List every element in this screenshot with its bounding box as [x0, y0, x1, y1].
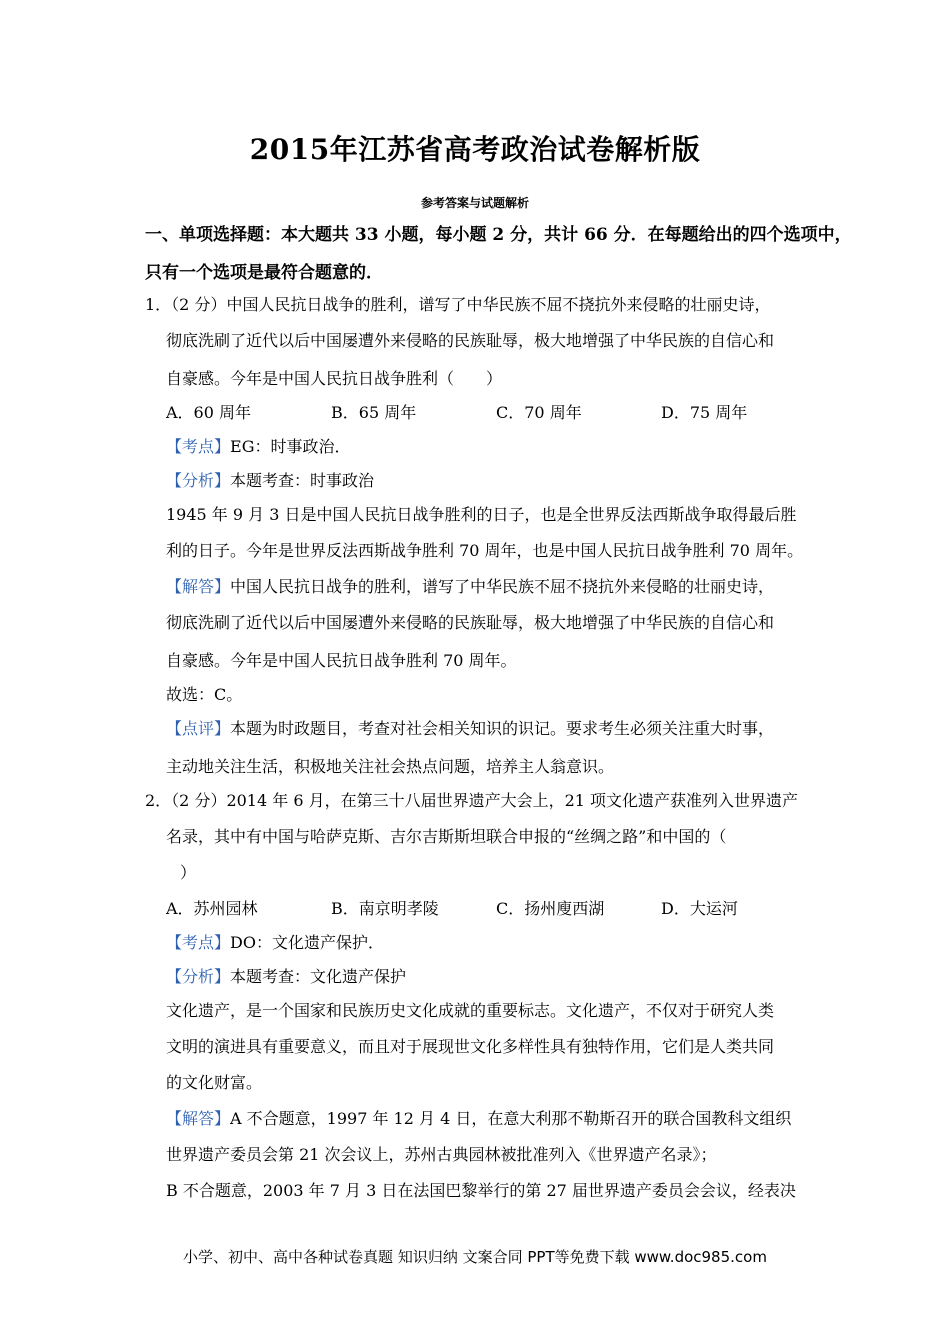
q1-dianping: [166, 718, 826, 740]
dianping-tag: 【点评】: [166, 719, 231, 738]
q1-kaodian: [166, 436, 826, 458]
q1-stem: 1．（2 分）中国人民抗日战争的胜利，谱写了中华民族不屈不挠抗外来侵略的壮丽史诗，: [145, 295, 771, 314]
q1-option-d: D．75 周年: [661, 403, 748, 422]
q2-option-c: C．扬州廋西湖: [496, 899, 605, 918]
q2-stem-cont: 名录，其中有中国与哈萨克斯、吉尔吉斯斯坦联合申报的“丝绸之路”和中国的（: [166, 827, 727, 846]
q2-option-a: A．苏州园林: [166, 899, 258, 918]
q1-answer: 故选：C。: [166, 685, 243, 704]
document-title: 2015年江苏省高考政治试卷解析版: [249, 133, 701, 166]
q2-options: [166, 898, 826, 920]
q2-option-b: B．南京明孝陵: [331, 899, 439, 918]
document-subtitle: 参考答案与试题解析: [420, 196, 529, 210]
q1-jieda: [166, 576, 826, 598]
q1-option-c: C．70 周年: [496, 403, 582, 422]
q1-option-a: A．60 周年: [166, 403, 252, 422]
q1-option-b: B．65 周年: [331, 403, 417, 422]
q1-dianping-cont: 主动地关注生活，积极地关注社会热点问题，培养主人翁意识。: [166, 757, 615, 776]
q2-jieda: [166, 1108, 826, 1130]
q1-jieda-cont: 自豪感。今年是中国人民抗日战争胜利 70 周年。: [166, 651, 517, 670]
jieda-tag: 【解答】: [166, 1109, 231, 1128]
q1-stem-cont: 自豪感。今年是中国人民抗日战争胜利（ ）: [166, 369, 503, 388]
q1-options: [166, 402, 826, 424]
q2-fenxi-text: 本题考查：文化遗产保护: [230, 967, 407, 986]
kaodian-tag: 【考点】: [166, 933, 231, 952]
q2-jieda-text: A 不合题意，1997 年 12 月 4 日，在意大利那不勒斯召开的联合国教科文组织: [230, 1109, 792, 1128]
q2-kaodian: [166, 932, 826, 954]
q2-fenxi-detail: 文明的演进具有重要意义，而且对于展现世文化多样性具有独特作用，它们是人类共同: [166, 1037, 775, 1056]
jieda-tag: 【解答】: [166, 577, 231, 596]
q1-jieda-cont: 彻底洗刷了近代以后中国屡遭外来侵略的民族耻辱，极大地增强了中华民族的自信心和: [166, 613, 775, 632]
q2-stem-cont: ）: [180, 863, 197, 882]
q1-fenxi: [166, 470, 826, 492]
q2-fenxi-detail: 的文化财富。: [166, 1073, 263, 1092]
q1-stem-cont: 彻底洗刷了近代以后中国屡遭外来侵略的民族耻辱，极大地增强了中华民族的自信心和: [166, 331, 775, 350]
q1-fenxi-detail: 1945 年 9 月 3 日是中国人民抗日战争胜利的日子，也是全世界反法西斯战争取得最后胜: [166, 505, 797, 524]
q1-kaodian-text: EG：时事政治．: [230, 437, 351, 456]
q2-jieda-cont: 世界遗产委员会第 21 次会议上，苏州古典园林被批准列入《世界遗产名录》；: [166, 1145, 717, 1164]
q2-option-d: D．大运河: [661, 899, 738, 918]
section-heading: 一、单项选择题：本大题共 33 小题，每小题 2 分，共计 66 分．在每题给出的四个选项中，: [145, 225, 852, 245]
q1-jieda-text: 中国人民抗日战争的胜利，谱写了中华民族不屈不挠抗外来侵略的壮丽史诗，: [230, 577, 775, 596]
fenxi-tag: 【分析】: [166, 471, 231, 490]
section-heading-cont: 只有一个选项是最符合题意的．: [145, 263, 383, 283]
q2-fenxi: [166, 966, 826, 988]
fenxi-tag: 【分析】: [166, 967, 231, 986]
page-footer: 小学、初中、高中各种试卷真题 知识归纳 文案合同 PPT等免费下载 www.doc985.com: [183, 1248, 767, 1266]
q2-stem: 2．（2 分）2014 年 6 月，在第三十八届世界遗产大会上，21 项文化遗产获准列入世界遗产: [145, 791, 799, 810]
q1-fenxi-text: 本题考查：时事政治: [230, 471, 375, 490]
q2-jieda-cont: B 不合题意，2003 年 7 月 3 日在法国巴黎举行的第 27 届世界遗产委员会会议，经表决: [166, 1181, 796, 1200]
q1-fenxi-detail: 利的日子。今年是世界反法西斯战争胜利 70 周年，也是中国人民抗日战争胜利 70 周年。: [166, 541, 804, 560]
q1-dianping-text: 本题为时政题目，考查对社会相关知识的识记。要求考生必须关注重大时事，: [230, 719, 775, 738]
q2-kaodian-text: DO：文化遗产保护．: [230, 933, 384, 952]
kaodian-tag: 【考点】: [166, 437, 231, 456]
q2-fenxi-detail: 文化遗产，是一个国家和民族历史文化成就的重要标志。文化遗产，不仅对于研究人类: [166, 1001, 775, 1020]
